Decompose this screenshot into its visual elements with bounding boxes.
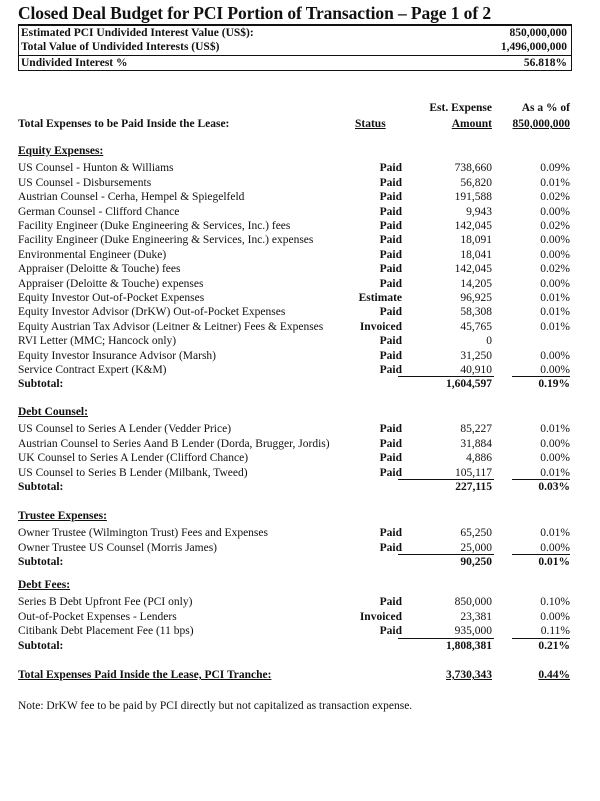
row-description: Facility Engineer (Duke Engineering & Services, Inc.) fees	[18, 220, 291, 232]
row-percent: 0.01%	[540, 306, 570, 319]
table-row	[0, 595, 600, 609]
row-amount: 85,227	[460, 423, 492, 436]
row-percent: 0.00%	[540, 234, 570, 247]
subtotal-row	[0, 377, 600, 391]
row-percent: 0.00%	[540, 610, 570, 623]
table-row	[0, 526, 600, 540]
table-row	[0, 624, 600, 638]
row-status: Paid	[379, 234, 402, 247]
row-status: Paid	[379, 349, 402, 362]
row-status: Paid	[379, 205, 402, 218]
row-amount: 4,886	[466, 452, 492, 465]
row-amount: 738,660	[454, 162, 492, 175]
row-status: Paid	[379, 176, 402, 189]
section-heading: Debt Counsel:	[18, 406, 88, 418]
table-row	[0, 248, 600, 262]
subtotal-amount: 1,808,381	[446, 639, 492, 652]
row-status: Paid	[379, 596, 402, 609]
table-row	[0, 190, 600, 204]
est-expense-header: Est. Expense	[429, 102, 492, 114]
row-amount: 0	[486, 335, 492, 348]
row-description: Equity Investor Insurance Advisor (Marsh)	[18, 349, 217, 362]
table-row	[0, 334, 600, 348]
table-row	[0, 541, 600, 555]
row-status: Invoiced	[359, 320, 402, 333]
subtotal-label: Subtotal:	[18, 556, 64, 569]
row-description: US Counsel - Hunton & Williams	[18, 162, 174, 175]
row-description: UK Counsel to Series A Lender (Clifford Chance)	[18, 452, 249, 465]
row-status: Paid	[379, 248, 402, 261]
section-heading: Trustee Expenses:	[18, 510, 107, 522]
subtotal-row	[0, 555, 600, 569]
row-status: Paid	[379, 263, 402, 276]
row-percent: 0.01%	[540, 320, 570, 333]
row-status: Paid	[379, 541, 402, 554]
amount-column-header: Amount	[451, 118, 492, 130]
row-status: Paid	[379, 625, 402, 638]
subtotal-label: Subtotal:	[18, 378, 64, 391]
subtotal-percent: 0.01%	[538, 556, 570, 569]
row-amount: 23,381	[460, 610, 492, 623]
summary-label: Total Value of Undivided Interests (US$)	[21, 41, 220, 54]
row-description: Facility Engineer (Duke Engineering & Services, Inc.) expenses	[18, 234, 314, 247]
row-status: Paid	[379, 162, 402, 175]
table-row	[0, 320, 600, 334]
subtotal-percent: 0.21%	[538, 639, 570, 652]
subtotal-row	[0, 480, 600, 494]
row-percent: 0.00%	[540, 541, 570, 554]
subtotal-percent: 0.03%	[538, 481, 570, 493]
row-percent: 0.01%	[540, 292, 570, 304]
table-row	[0, 363, 600, 377]
row-amount: 31,884	[460, 437, 492, 450]
row-description: Appraiser (Deloitte & Touche) expenses	[18, 277, 204, 290]
row-amount: 31,250	[460, 349, 492, 362]
row-description: US Counsel - Disbursements	[18, 176, 152, 189]
document-title: Closed Deal Budget for PCI Portion of Transaction – Page 1 of 2	[18, 3, 491, 23]
row-description: Owner Trustee (Wilmington Trust) Fees and Expenses	[18, 527, 268, 540]
row-amount: 58,308	[460, 306, 492, 319]
summary-label: Undivided Interest %	[21, 56, 128, 69]
table-row	[0, 451, 600, 465]
total-expenses-heading: Total Expenses to be Paid Inside the Lease:	[18, 118, 230, 130]
row-percent: 0.11%	[540, 625, 570, 638]
row-percent: 0.00%	[540, 452, 570, 465]
row-status: Paid	[379, 306, 402, 319]
row-amount: 9,943	[466, 205, 492, 218]
subtotal-amount: 227,115	[455, 481, 492, 493]
row-description: Equity Austrian Tax Advisor (Leitner & Leitner) Fees & Expenses	[18, 320, 324, 333]
row-amount: 18,041	[460, 248, 492, 261]
row-description: Environmental Engineer (Duke)	[18, 248, 167, 261]
footnote: Note: DrKW fee to be paid by PCI directly but not capitalized as transaction expense.	[18, 700, 413, 712]
row-amount: 105,117	[455, 466, 492, 479]
status-column-header: Status	[355, 118, 386, 130]
row-status: Paid	[379, 423, 402, 436]
grand-total-amount: 3,730,343	[446, 669, 492, 681]
row-description: Out-of-Pocket Expenses - Lenders	[18, 610, 177, 623]
table-row	[0, 437, 600, 451]
row-description: US Counsel to Series A Lender (Vedder Price)	[18, 423, 232, 436]
row-status: Paid	[379, 191, 402, 204]
row-amount: 56,820	[460, 176, 492, 189]
table-row	[0, 349, 600, 363]
row-status: Paid	[379, 466, 402, 479]
row-percent: 0.01%	[540, 527, 570, 540]
pct-header: As a % of	[521, 102, 570, 114]
row-percent: 0.00%	[540, 248, 570, 261]
row-percent: 0.10%	[540, 596, 570, 609]
subtotal-row	[0, 639, 600, 653]
row-amount: 18,091	[460, 234, 492, 247]
row-status: Paid	[379, 335, 402, 348]
row-description: Appraiser (Deloitte & Touche) fees	[18, 263, 181, 276]
table-row	[0, 219, 600, 233]
table-row	[0, 305, 600, 319]
row-percent: 0.00%	[540, 437, 570, 450]
summary-value: 1,496,000,000	[500, 41, 567, 54]
row-status: Paid	[379, 277, 402, 290]
pct-base-header: 850,000,000	[512, 118, 570, 130]
row-percent: 0.02%	[540, 191, 570, 204]
row-description: Owner Trustee US Counsel (Morris James)	[18, 541, 218, 554]
row-amount: 65,250	[460, 527, 492, 540]
row-description: US Counsel to Series B Lender (Milbank, Tweed)	[18, 466, 248, 479]
summary-value: 56.818%	[523, 56, 567, 69]
row-description: Citibank Debt Placement Fee (11 bps)	[18, 625, 194, 638]
row-percent: 0.02%	[540, 220, 570, 232]
row-amount: 14,205	[460, 277, 492, 290]
row-description: Service Contract Expert (K&M)	[18, 364, 167, 376]
row-percent: 0.02%	[540, 263, 570, 276]
row-description: Equity Investor Out-of-Pocket Expenses	[18, 292, 205, 304]
row-amount: 40,910	[460, 364, 492, 376]
row-amount: 45,765	[460, 320, 492, 333]
row-percent: 0.00%	[540, 277, 570, 290]
table-row	[0, 233, 600, 247]
table-row	[0, 161, 600, 175]
row-status: Paid	[379, 220, 402, 232]
row-description: Austrian Counsel to Series Aand B Lender (Dorda, Brugger, Jordis)	[18, 437, 330, 450]
summary-value: 850,000,000	[509, 27, 567, 39]
row-status: Paid	[379, 364, 402, 376]
subtotal-label: Subtotal:	[18, 481, 64, 493]
row-amount: 96,925	[460, 292, 492, 304]
row-percent: 0.01%	[540, 176, 570, 189]
row-amount: 25,000	[460, 541, 492, 554]
row-amount: 191,588	[454, 191, 492, 204]
row-description: RVI Letter (MMC; Hancock only)	[18, 335, 177, 348]
summary-row	[19, 40, 571, 54]
subtotal-label: Subtotal:	[18, 639, 64, 652]
table-row	[0, 262, 600, 276]
row-percent: 0.00%	[540, 364, 570, 376]
table-row	[0, 205, 600, 219]
section-heading: Debt Fees:	[18, 579, 71, 591]
table-row	[0, 291, 600, 305]
table-row	[0, 176, 600, 190]
section-heading: Equity Expenses:	[18, 145, 104, 157]
row-amount: 142,045	[454, 263, 492, 276]
row-status: Paid	[379, 452, 402, 465]
row-description: Series B Debt Upfront Fee (PCI only)	[18, 596, 193, 609]
grand-total-row	[0, 668, 600, 682]
row-status: Estimate	[358, 292, 402, 304]
summary-box	[18, 24, 572, 71]
grand-total-percent: 0.44%	[538, 669, 570, 681]
table-row	[0, 610, 600, 624]
row-percent: 0.09%	[540, 162, 570, 175]
subtotal-percent: 0.19%	[538, 378, 570, 391]
row-status: Paid	[379, 527, 402, 540]
subtotal-amount: 90,250	[460, 556, 492, 569]
row-description: Equity Investor Advisor (DrKW) Out-of-Pocket Expenses	[18, 306, 286, 319]
table-row	[0, 422, 600, 436]
grand-total-label: Total Expenses Paid Inside the Lease, PCI Tranche:	[18, 669, 272, 681]
summary-label: Estimated PCI Undivided Interest Value (US$):	[21, 27, 254, 39]
row-status: Paid	[379, 437, 402, 450]
row-description: German Counsel - Clifford Chance	[18, 205, 180, 218]
row-percent: 0.00%	[540, 205, 570, 218]
row-status: Invoiced	[359, 610, 402, 623]
summary-row	[19, 26, 571, 40]
table-row	[0, 277, 600, 291]
row-percent: 0.00%	[540, 349, 570, 362]
row-amount: 850,000	[454, 596, 492, 609]
table-row	[0, 466, 600, 480]
row-percent: 0.01%	[540, 423, 570, 436]
row-description: Austrian Counsel - Cerha, Hempel & Spiegelfeld	[18, 191, 245, 204]
subtotal-amount: 1,604,597	[446, 378, 492, 391]
row-amount: 142,045	[454, 220, 492, 232]
row-amount: 935,000	[454, 625, 492, 638]
summary-row	[19, 55, 571, 70]
row-percent: 0.01%	[540, 466, 570, 479]
